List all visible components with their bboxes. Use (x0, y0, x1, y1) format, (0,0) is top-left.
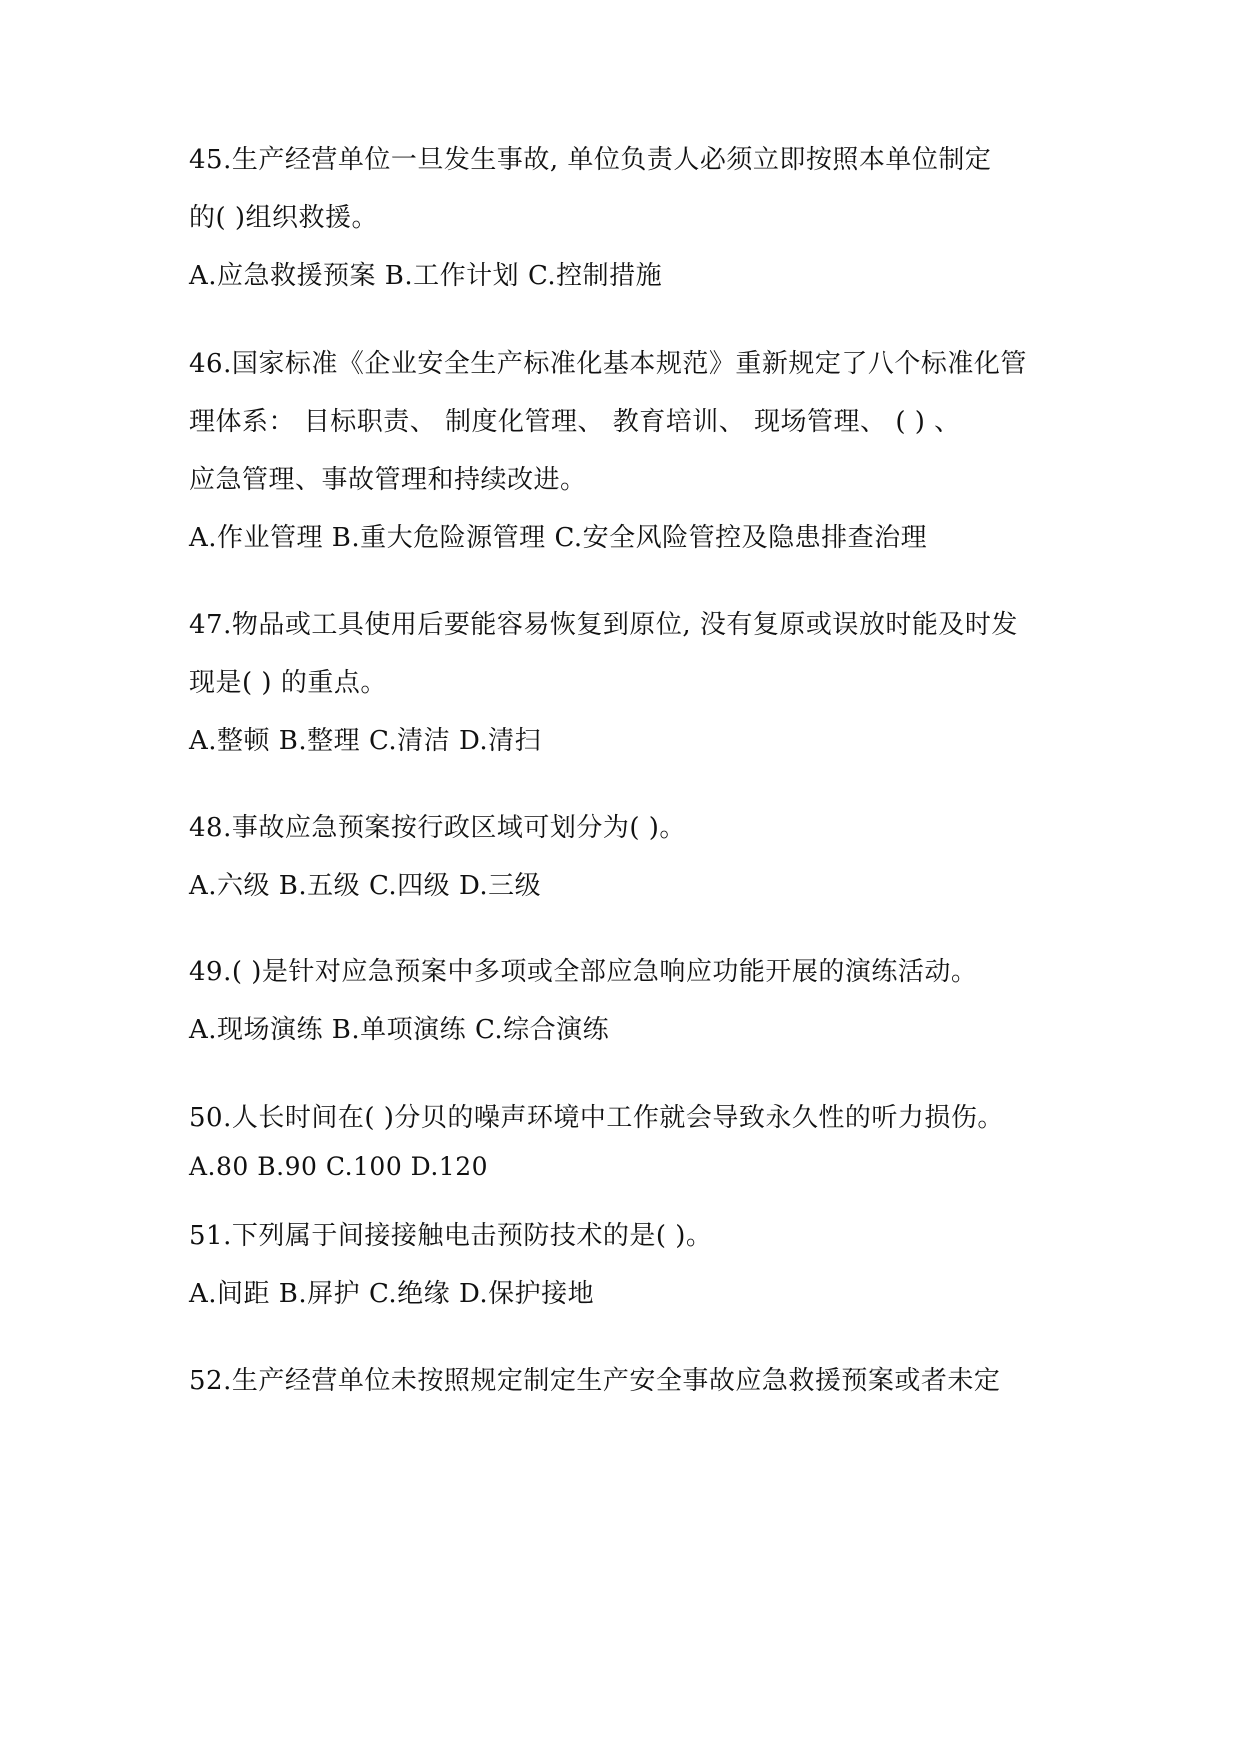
question-45-line-2: 的( )组织救援。 (189, 203, 379, 233)
question-47-options: A.整顿 B.整理 C.清洁 D.清扫 (189, 726, 542, 756)
question-52-line-1: 52.生产经营单位未按照规定制定生产安全事故应急救援预案或者未定 (189, 1366, 1001, 1396)
question-46-options: A.作业管理 B.重大危险源管理 C.安全风险管控及隐患排查治理 (189, 523, 928, 553)
question-45-options: A.应急救援预案 B.工作计划 C.控制措施 (189, 261, 663, 291)
question-51-line-1: 51.下列属于间接接触电击预防技术的是( )。 (189, 1221, 713, 1251)
question-49-options: A.现场演练 B.单项演练 C.综合演练 (189, 1015, 610, 1045)
question-48-options: A.六级 B.五级 C.四级 D.三级 (189, 871, 542, 901)
question-46-line-3: 应急管理、事故管理和持续改进。 (189, 465, 587, 495)
question-50-line-1: 50.人长时间在( )分贝的噪声环境中工作就会导致永久性的听力损伤。 (189, 1103, 1004, 1133)
question-47-line-2: 现是( ) 的重点。 (189, 668, 387, 698)
question-51-options: A.间距 B.屏护 C.绝缘 D.保护接地 (189, 1279, 595, 1309)
question-48-line-1: 48.事故应急预案按行政区域可划分为( )。 (189, 813, 686, 843)
question-46-line-1: 46.国家标准《企业安全生产标准化基本规范》重新规定了八个标准化管 (189, 349, 1027, 379)
question-49-line-1: 49.( )是针对应急预案中多项或全部应急响应功能开展的演练活动。 (189, 957, 978, 987)
question-47-line-1: 47.物品或工具使用后要能容易恢复到原位, 没有复原或误放时能及时发 (189, 610, 1018, 640)
question-50-options: A.80 B.90 C.100 D.120 (189, 1152, 489, 1181)
question-46-line-2: 理体系： 目标职责、 制度化管理、 教育培训、 现场管理、 ( ) 、 (189, 407, 961, 437)
question-45-line-1: 45.生产经营单位一旦发生事故, 单位负责人必须立即按照本单位制定 (189, 145, 992, 175)
